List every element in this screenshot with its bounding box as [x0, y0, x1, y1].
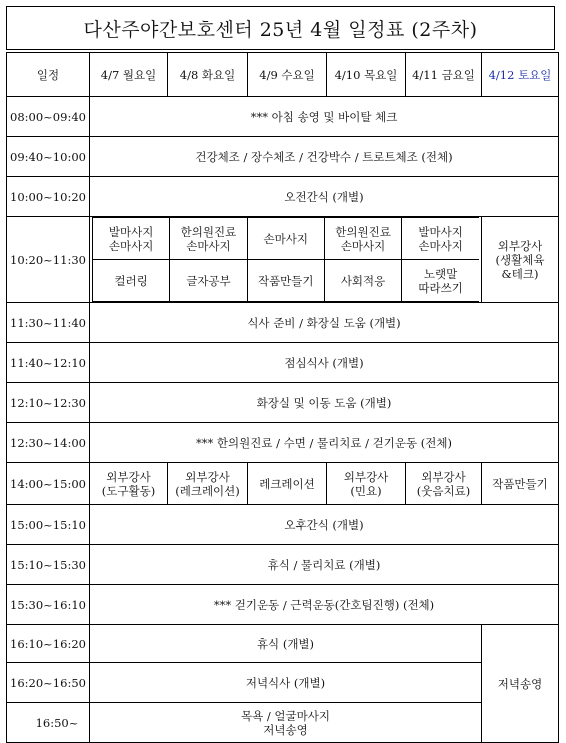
- schedule-row: [7, 545, 559, 585]
- activity-cell: 발마사지 손마사지: [402, 218, 479, 260]
- activity-cell: 오후간식 (개별): [90, 505, 559, 545]
- schedule-row: [7, 303, 559, 343]
- activity-cell: 한의원진료 손마사지: [324, 218, 401, 260]
- time-cell: 15:10~15:30: [7, 545, 90, 585]
- header-day: 4/10 목요일: [327, 53, 406, 97]
- schedule-row: [7, 585, 559, 625]
- activity-cell: 노랫말 따라쓰기: [402, 260, 479, 302]
- activity-cell: 화장실 및 이동 도움 (개별): [90, 383, 559, 423]
- activity-cell: 손마사지: [247, 218, 324, 260]
- schedule-row: [7, 703, 559, 743]
- activity-cell: 한의원진료 손마사지: [170, 218, 247, 260]
- time-cell: 15:30~16:10: [7, 585, 90, 625]
- activity-cell: 휴식 (개별): [90, 625, 482, 663]
- time-cell: 11:30~11:40: [7, 303, 90, 343]
- schedule-row: [7, 343, 559, 383]
- schedule-row: [7, 137, 559, 177]
- activity-cell: 건강체조 / 장수체조 / 건강박수 / 트로트체조 (전체): [90, 137, 559, 177]
- activity-cell: 외부강사 (도구활동): [90, 463, 168, 505]
- schedule-row: [7, 97, 559, 137]
- weekday-activities: [90, 217, 482, 303]
- header-label: 일정: [7, 53, 90, 97]
- activity-cell: 컬러링: [93, 260, 170, 302]
- activity-cell: 발마사지 손마사지: [93, 218, 170, 260]
- header-day: 4/11 금요일: [406, 53, 482, 97]
- schedule-row-split: [7, 217, 559, 303]
- activity-cell: *** 아침 송영 및 바이탈 체크: [90, 97, 559, 137]
- time-cell: 08:00~09:40: [7, 97, 90, 137]
- activity-cell: 작품만들기: [247, 260, 324, 302]
- activity-cell: 외부강사 (레크레이션): [168, 463, 248, 505]
- time-cell: 14:00~15:00: [7, 463, 90, 505]
- time-cell: 16:50~: [7, 703, 90, 743]
- schedule-row: [7, 177, 559, 217]
- saturday-activity-cell: 외부강사 (생활체육 &테크): [482, 217, 559, 303]
- header-day-saturday: 4/12 토요일: [482, 53, 559, 97]
- activity-cell: *** 걷기운동 / 근력운동(간호팀진행) (전체): [90, 585, 559, 625]
- activity-cell: 외부강사 (민요): [327, 463, 406, 505]
- header-day: 4/7 월요일: [90, 53, 168, 97]
- time-cell: 16:20~16:50: [7, 663, 90, 703]
- activity-cell: 오전간식 (개별): [90, 177, 559, 217]
- schedule-row: [7, 505, 559, 545]
- activity-cell: 식사 준비 / 화장실 도움 (개별): [90, 303, 559, 343]
- activity-cell: 휴식 / 물리치료 (개별): [90, 545, 559, 585]
- time-cell: 11:40~12:10: [7, 343, 90, 383]
- header-row: [7, 53, 559, 97]
- saturday-evening-cell: 저녁송영: [482, 625, 559, 743]
- time-cell: 10:20~11:30: [7, 217, 90, 303]
- activity-cell: 목욕 / 얼굴마사지 저녁송영: [90, 703, 482, 743]
- schedule-row: [7, 625, 559, 663]
- time-cell: 09:40~10:00: [7, 137, 90, 177]
- activity-cell: 레크레이션: [248, 463, 327, 505]
- schedule-row: [7, 463, 559, 505]
- time-cell: 15:00~15:10: [7, 505, 90, 545]
- activity-cell: 저녁식사 (개별): [90, 663, 482, 703]
- time-cell: 12:10~12:30: [7, 383, 90, 423]
- time-cell: 16:10~16:20: [7, 625, 90, 663]
- header-day: 4/9 수요일: [248, 53, 327, 97]
- schedule-row: [7, 423, 559, 463]
- schedule-table: [6, 52, 559, 743]
- time-cell: 12:30~14:00: [7, 423, 90, 463]
- activity-cell: 글자공부: [170, 260, 247, 302]
- activity-cell: 작품만들기: [482, 463, 559, 505]
- schedule-row: [7, 383, 559, 423]
- activity-cell: 점심식사 (개별): [90, 343, 559, 383]
- activity-cell: *** 한의원진료 / 수면 / 물리치료 / 걷기운동 (전체): [90, 423, 559, 463]
- header-day: 4/8 화요일: [168, 53, 248, 97]
- activity-cell: 외부강사 (웃음치료): [406, 463, 482, 505]
- activity-cell: 사회적응: [324, 260, 401, 302]
- time-cell: 10:00~10:20: [7, 177, 90, 217]
- page-title: 다산주야간보호센터 25년 4월 일정표 (2주차): [6, 6, 555, 50]
- schedule-row: [7, 663, 559, 703]
